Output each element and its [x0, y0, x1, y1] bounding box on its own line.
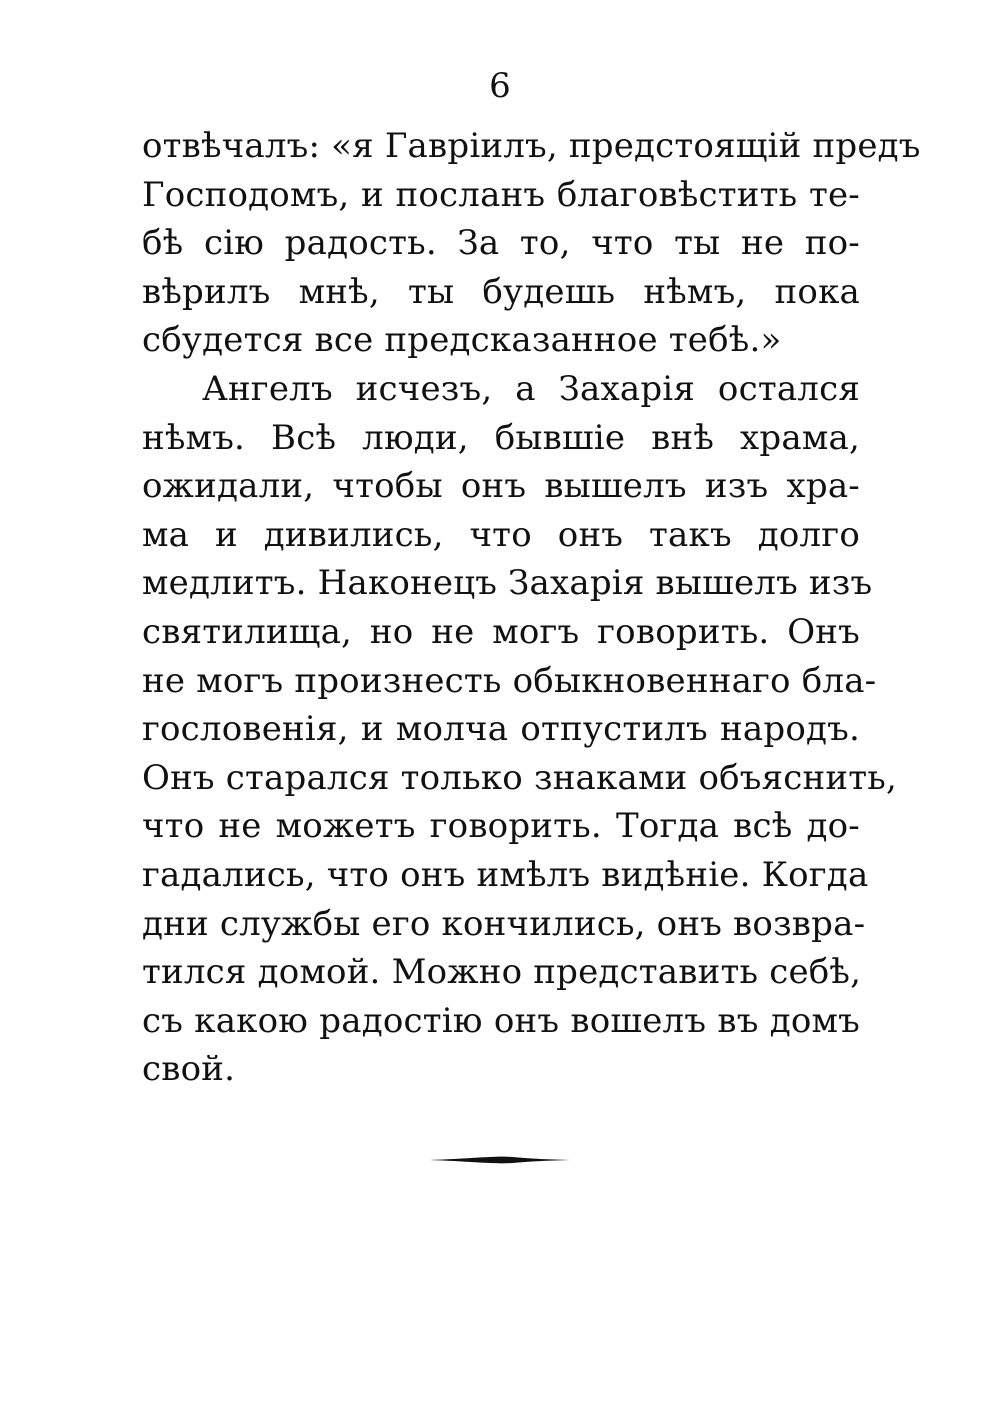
text-line: сбудется все предсказанное тебѣ.»	[142, 320, 782, 361]
text-line: святилища, но не могъ говорить. Онъ	[142, 611, 860, 652]
text-line: свой.	[142, 1049, 236, 1090]
text-line: гадались, что онъ имѣлъ видѣніе. Когда	[142, 854, 869, 895]
text-line: вѣрилъ мнѣ, ты будешь нѣмъ, пока	[142, 271, 860, 312]
page-number: 6	[489, 66, 511, 106]
text-line: медлитъ. Наконецъ Захарія вышелъ изъ	[142, 563, 873, 604]
text-line: съ какою радостію онъ вошелъ въ домъ	[142, 1000, 860, 1041]
text-line: ожидали, чтобы онъ вышелъ изъ хра-	[142, 466, 860, 507]
text-line: тился домой. Можно представить себѣ,	[142, 952, 862, 993]
text-line: дни службы его кончились, онъ возвра-	[142, 903, 866, 944]
body-text	[142, 122, 921, 1094]
text-line: не могъ произнесть обыкновеннаго бла-	[142, 660, 877, 701]
paragraph-first-line: Ангелъ исчезъ, а Захарія остался	[202, 368, 860, 409]
text-line: Господомъ, и посланъ благовѣстить те-	[142, 174, 860, 215]
text-line: гословенія, и молча отпустилъ народъ.	[142, 709, 860, 750]
text-line: что не можетъ говорить. Тогда всѣ до-	[142, 806, 860, 847]
text-line: Онъ старался только знаками объяснить,	[142, 757, 897, 798]
text-line: нѣмъ. Всѣ люди, бывшіе внѣ храма,	[142, 417, 860, 458]
text-line: отвѣчалъ: «я Гавріилъ, предстоящій предъ	[142, 126, 921, 166]
tailpiece-rule-ornament-icon	[430, 1152, 570, 1168]
text-line: ма и дивились, что онъ такъ долго	[142, 514, 860, 555]
text-line: бѣ сію радость. За то, что ты не по-	[142, 223, 860, 264]
